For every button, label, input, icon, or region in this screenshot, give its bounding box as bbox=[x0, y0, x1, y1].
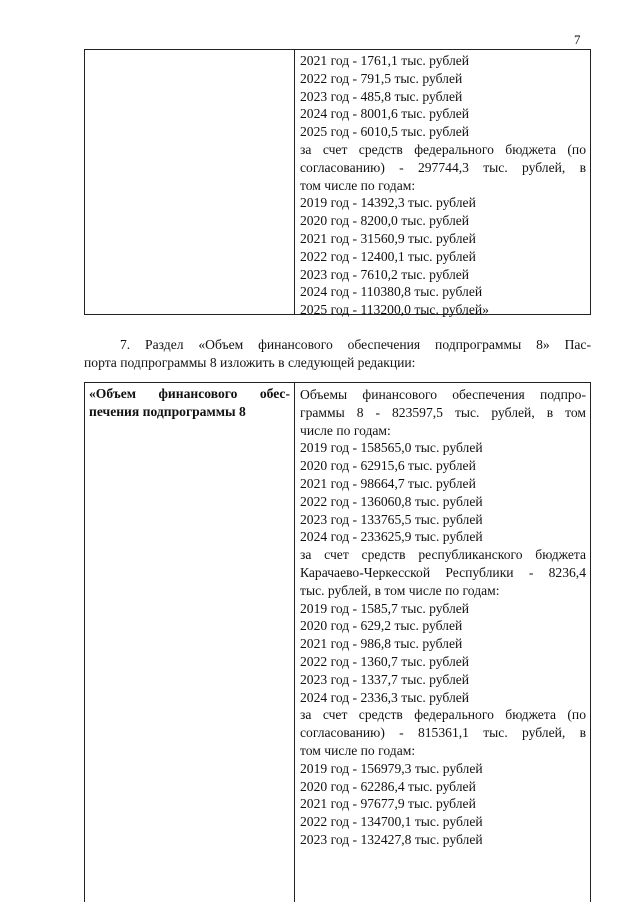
funding-table-subprogram-8 bbox=[84, 382, 591, 902]
table1-left-cell bbox=[85, 50, 295, 314]
table2-line: 2023 год - 133765,5 тыс. рублей bbox=[300, 511, 483, 527]
paragraph-line-2: порта подпрограммы 8 изложить в следующей редакции: bbox=[84, 355, 416, 370]
table1-line: 2021 год - 1761,1 тыс. рублей bbox=[300, 53, 470, 68]
table2-line: 2022 год - 136060,8 тыс. рублей bbox=[300, 493, 483, 509]
table2-line: 2019 год - 156979,3 тыс. рублей bbox=[300, 760, 483, 776]
table2-line: Карачаево-Черкесской Республики - 8236,4 bbox=[300, 564, 586, 580]
table2-line: 2022 год - 134700,1 тыс. рублей bbox=[300, 814, 483, 830]
table2-line: 2023 год - 132427,8 тыс. рублей bbox=[300, 831, 483, 847]
table2-line: 2021 год - 97677,9 тыс. рублей bbox=[300, 796, 476, 812]
table1-right-cell bbox=[295, 50, 590, 318]
table2-line: согласованию) - 815361,1 тыс. рублей, в bbox=[300, 725, 586, 741]
table1-line: 2022 год - 12400,1 тыс. рублей bbox=[300, 248, 476, 264]
left-title-line-2: печения подпрограммы 8 bbox=[89, 403, 246, 419]
table2-left-cell bbox=[85, 383, 295, 902]
page-number: 7 bbox=[574, 32, 581, 47]
amendment-paragraph bbox=[84, 336, 591, 372]
table1-line: 2019 год - 14392,3 тыс. рублей bbox=[300, 195, 476, 211]
table2-line: 2024 год - 233625,9 тыс. рублей bbox=[300, 529, 483, 545]
table1-line: 2024 год - 110380,8 тыс. рублей bbox=[300, 284, 483, 300]
table2-line: тыс. рублей, в том числе по годам: bbox=[300, 582, 500, 598]
paragraph-line-1: 7. Раздел «Объем финансового обеспечения подпрограммы 8» Пас- bbox=[120, 337, 591, 352]
table2-line: 2019 год - 158565,0 тыс. рублей bbox=[300, 440, 483, 456]
table1-line: том числе по годам: bbox=[300, 177, 416, 193]
table2-line: 2023 год - 1337,7 тыс. рублей bbox=[300, 671, 470, 687]
table1-line: за счет средств федерального бюджета (по bbox=[300, 141, 586, 157]
table2-line: числе по годам: bbox=[300, 422, 391, 438]
table2-line: 2021 год - 98664,7 тыс. рублей bbox=[300, 475, 476, 491]
table1-line: 2025 год - 6010,5 тыс. рублей bbox=[300, 124, 470, 140]
table2-line: 2019 год - 1585,7 тыс. рублей bbox=[300, 600, 470, 616]
table1-line: 2023 год - 485,8 тыс. рублей bbox=[300, 88, 463, 104]
table2-line: Объемы финансового обеспечения подпро- bbox=[300, 387, 586, 402]
table2-line: за счет средств федерального бюджета (по bbox=[300, 707, 586, 723]
table2-line: за счет средств республиканского бюджета bbox=[300, 547, 586, 563]
table1-line: 2025 год - 113200,0 тыс. рублей» bbox=[300, 302, 489, 318]
table2-right-cell bbox=[295, 383, 590, 902]
table2-line: 2021 год - 986,8 тыс. рублей bbox=[300, 636, 463, 652]
table2-line: 2024 год - 2336,3 тыс. рублей bbox=[300, 689, 470, 705]
table1-line: 2023 год - 7610,2 тыс. рублей bbox=[300, 266, 470, 282]
table2-line: 2020 год - 629,2 тыс. рублей bbox=[300, 618, 463, 634]
funding-table-continued bbox=[84, 49, 591, 318]
table2-line: граммы 8 - 823597,5 тыс. рублей, в том bbox=[300, 404, 586, 420]
table1-line: 2022 год - 791,5 тыс. рублей bbox=[300, 70, 463, 86]
table2-line: 2020 год - 62915,6 тыс. рублей bbox=[300, 458, 476, 474]
left-title-line-1: «Объем финансового обес- bbox=[89, 386, 290, 401]
table2-line: том числе по годам: bbox=[300, 742, 416, 758]
table1-line: 2021 год - 31560,9 тыс. рублей bbox=[300, 230, 476, 246]
table1-line: 2020 год - 8200,0 тыс. рублей bbox=[300, 213, 470, 229]
table1-line: 2024 год - 8001,6 тыс. рублей bbox=[300, 106, 470, 122]
table2-line: 2020 год - 62286,4 тыс. рублей bbox=[300, 778, 476, 794]
table1-line: согласованию) - 297744,3 тыс. рублей, в bbox=[300, 159, 586, 175]
table2-line: 2022 год - 1360,7 тыс. рублей bbox=[300, 653, 470, 669]
